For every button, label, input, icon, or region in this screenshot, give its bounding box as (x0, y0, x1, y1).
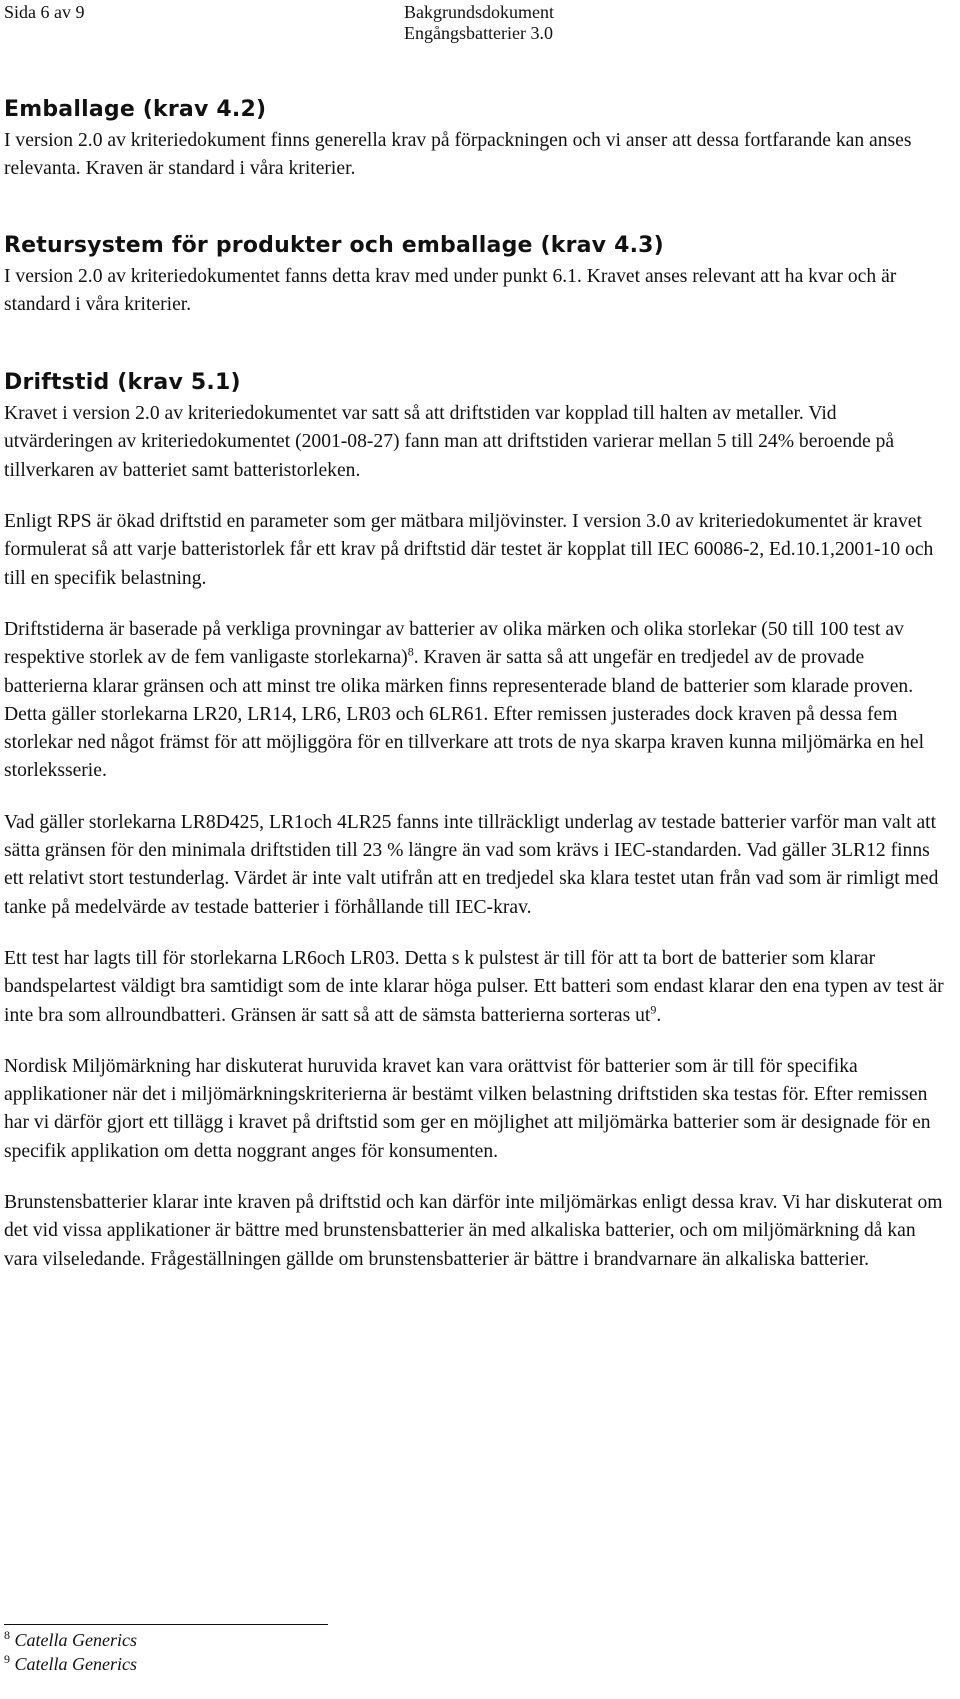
paragraph: Brunstensbatterier klarar inte kraven på driftstid och kan därför inte miljömärkas enligt dessa krav. Vi har diskuterat om det vid vissa applikationer är bättre med brunstensbatterier än med alkaliska batterier, och om miljömärkning då kan vara vilseledande. Frågeställningen gällde om brunstensbatterier är bättre i brandvarnare än alkaliska batterier. (4, 1192, 943, 1270)
footnote-ref: 9 (650, 1002, 657, 1016)
paragraph (4, 616, 948, 786)
section-heading: Retursystem för produkter och emballage (krav 4.3) (4, 232, 664, 258)
footnote (4, 1652, 137, 1676)
paragraph-text: . Kraven är satta så att ungefär en tredjedel av de provade batterierna klarar gränsen och att minst tre olika märken finns representerade bland de batterier som klarade proven. Detta gäller storlekarna LR20, LR14, LR6, LR03 och 6LR61. Efter remissen justerades dock kraven på dessa fem storlekar ned något främst för att möjliggöra för en tillverkare att trots de nya skarpa kraven kunna miljömärka en hel storleksserie. (4, 647, 925, 782)
footnote-text: Catella Generics (14, 1654, 137, 1674)
paragraph (4, 945, 948, 1030)
section-heading: Emballage (krav 4.2) (4, 97, 267, 122)
paragraph: Nordisk Miljömärkning har diskuterat huruvida kravet kan vara orättvist för batterier som är till för specifika applikationer när det i miljömärkningskriterierna är bestämt vilken belastning driftstiden ska testas för. Efter remissen har vi därför gjort ett tillägg i kravet på driftstid som ger en möjlighet att miljömärka batterier som är designade för en specifik applikation om detta noggrant anges för konsumenten. (4, 1055, 931, 1162)
section-heading: Driftstid (krav 5.1) (4, 370, 241, 396)
section-emballage (4, 96, 948, 184)
paragraph: Vad gäller storlekarna LR8D425, LR1och 4LR25 fanns inte tillräckligt underlag av testade batterier varför man valt att sätta gränsen för den minimala driftstiden till 23 % längre än vad som krävs i IEC-standarden. Vad gäller 3LR12 finns ett relativt stort testunderlag. Värdet är inte valt utifrån att en tredjedel ska klara testet utan från vad som är rimligt med tanke på medelvärde av testade batterier i förhållande till IEC-krav. (4, 811, 939, 918)
document-subtitle: Engångsbatterier 3.0 (404, 23, 553, 43)
footnote-number: 8 (4, 1628, 10, 1642)
paragraph: Kravet i version 2.0 av kriteriedokumentet var satt så att driftstiden var kopplad till halten av metaller. Vid utvärderingen av kriteriedokumentet (2001-08-27) fann man att driftstiden varierar mellan 5 till 24% beroende på tillverkaren av batteriet samt batteristorleken. (4, 403, 895, 481)
document-header (404, 2, 554, 44)
page-number: Sida 6 av 9 (4, 2, 85, 22)
footnote (4, 1628, 137, 1652)
section-retursystem (4, 232, 948, 320)
paragraph: I version 2.0 av kriteriedokument finns generella krav på förpackningen och vi anser att dessa fortfarande kan anses relevanta. Kraven är standard i våra kriterier. (4, 130, 912, 180)
paragraph-text: Ett test har lagts till för storlekarna LR6och LR03. Detta s k pulstest är till för att ta bort de batterier som klarar bandspelartest väldigt bra samtidigt som de inte klarar höga pulser. Ett batteri som endast klarar den ena typen av test är inte bra som allroundbatteri. Gränsen är satt så att de sämsta batterierna sorteras ut (4, 947, 944, 1026)
main-content (4, 96, 948, 1309)
footnote-ref: 8 (407, 644, 414, 659)
section-driftstid (4, 369, 948, 1274)
footnote-number: 9 (4, 1652, 10, 1666)
paragraph: I version 2.0 av kriteriedokumentet fanns detta krav med under punkt 6.1. Kravet anses relevant att ha kvar och är standard i våra kriterier. (4, 265, 897, 315)
footnotes (4, 1628, 137, 1676)
document-title: Bakgrundsdokument (404, 2, 554, 22)
footnote-text: Catella Generics (14, 1630, 137, 1650)
paragraph-text: . (656, 1004, 662, 1026)
footnote-divider (4, 1624, 328, 1625)
paragraph-text: Driftstiderna är baserade på verkliga provningar av batterier av olika märken och olika storlekar (50 till 100 test av respektive storlek av de fem vanligaste storlekarna) (4, 618, 904, 669)
paragraph: Enligt RPS är ökad driftstid en parameter som ger mätbara miljövinster. I version 3.0 av kriteriedokumentet är kravet formulerat så att varje batteristorlek får ett krav på driftstid där testet är kopplat till IEC 60086-2, Ed.10.1,2001-10 och till en specifik belastning. (4, 511, 934, 589)
